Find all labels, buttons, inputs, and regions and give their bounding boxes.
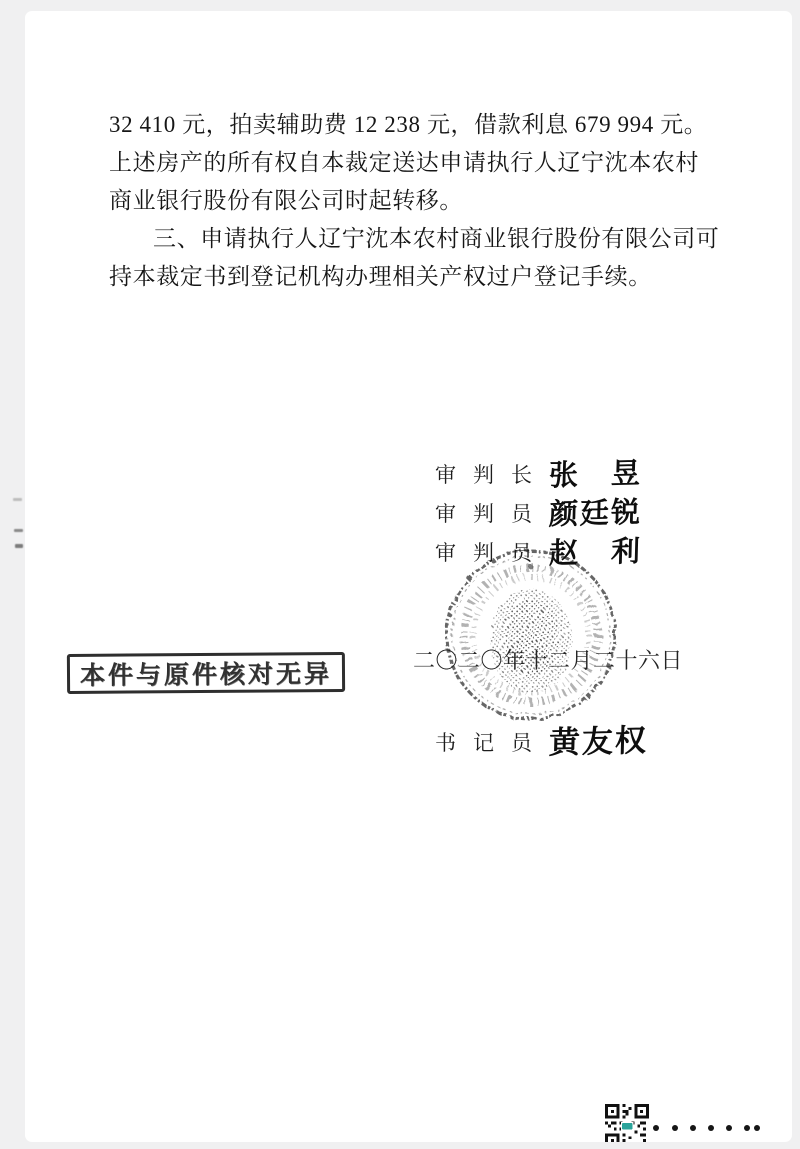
ruling-body-text bbox=[109, 106, 720, 296]
clerk-role-label: 书记员 bbox=[435, 731, 549, 755]
verification-stamp-text: 本件与原件核对无异 bbox=[79, 661, 333, 690]
dot bbox=[708, 1125, 714, 1131]
qr-logo bbox=[622, 1123, 633, 1129]
body-line: 上述房产的所有权自本裁定送达申请执行人辽宁沈本农村 bbox=[109, 150, 699, 175]
dot bbox=[653, 1125, 659, 1131]
signature-row-judge bbox=[435, 491, 642, 532]
qr-code bbox=[605, 1104, 649, 1142]
signature-row-clerk bbox=[435, 716, 648, 761]
judge-role-label: 审判员 bbox=[435, 541, 549, 565]
scanned-document-page bbox=[25, 11, 792, 1142]
judge-role-label: 审判长 bbox=[435, 463, 549, 487]
dot bbox=[744, 1125, 750, 1131]
judge-signature: 张 昱 bbox=[548, 457, 643, 493]
scan-artifact-mark bbox=[14, 529, 23, 532]
dotted-marks bbox=[653, 1125, 792, 1133]
dot bbox=[672, 1125, 678, 1131]
judge-signature: 赵 利 bbox=[548, 535, 643, 571]
signature-row-presiding-judge bbox=[435, 452, 642, 493]
dot bbox=[690, 1125, 696, 1131]
body-line: 32 410 元，拍卖辅助费 12 238 元，借款利息 679 994 元。 bbox=[109, 112, 708, 137]
body-line: 商业银行股份有限公司时起转移。 bbox=[109, 188, 463, 213]
body-line: 持本裁定书到登记机构办理相关产权过户登记手续。 bbox=[109, 264, 652, 289]
judge-role-label: 审判员 bbox=[435, 502, 549, 526]
scan-artifact-mark bbox=[15, 544, 23, 548]
judge-signature: 颜廷锐 bbox=[548, 496, 643, 532]
scan-artifact-mark bbox=[13, 498, 22, 501]
clerk-signature: 黄友权 bbox=[548, 722, 649, 761]
signature-row-judge bbox=[435, 530, 642, 571]
body-line: 三、申请执行人辽宁沈本农村商业银行股份有限公司可 bbox=[153, 226, 720, 251]
dot bbox=[754, 1125, 760, 1131]
verification-stamp bbox=[67, 652, 345, 694]
ruling-date: 二〇二〇年十二月二十六日 bbox=[413, 648, 684, 673]
dot bbox=[726, 1125, 732, 1131]
